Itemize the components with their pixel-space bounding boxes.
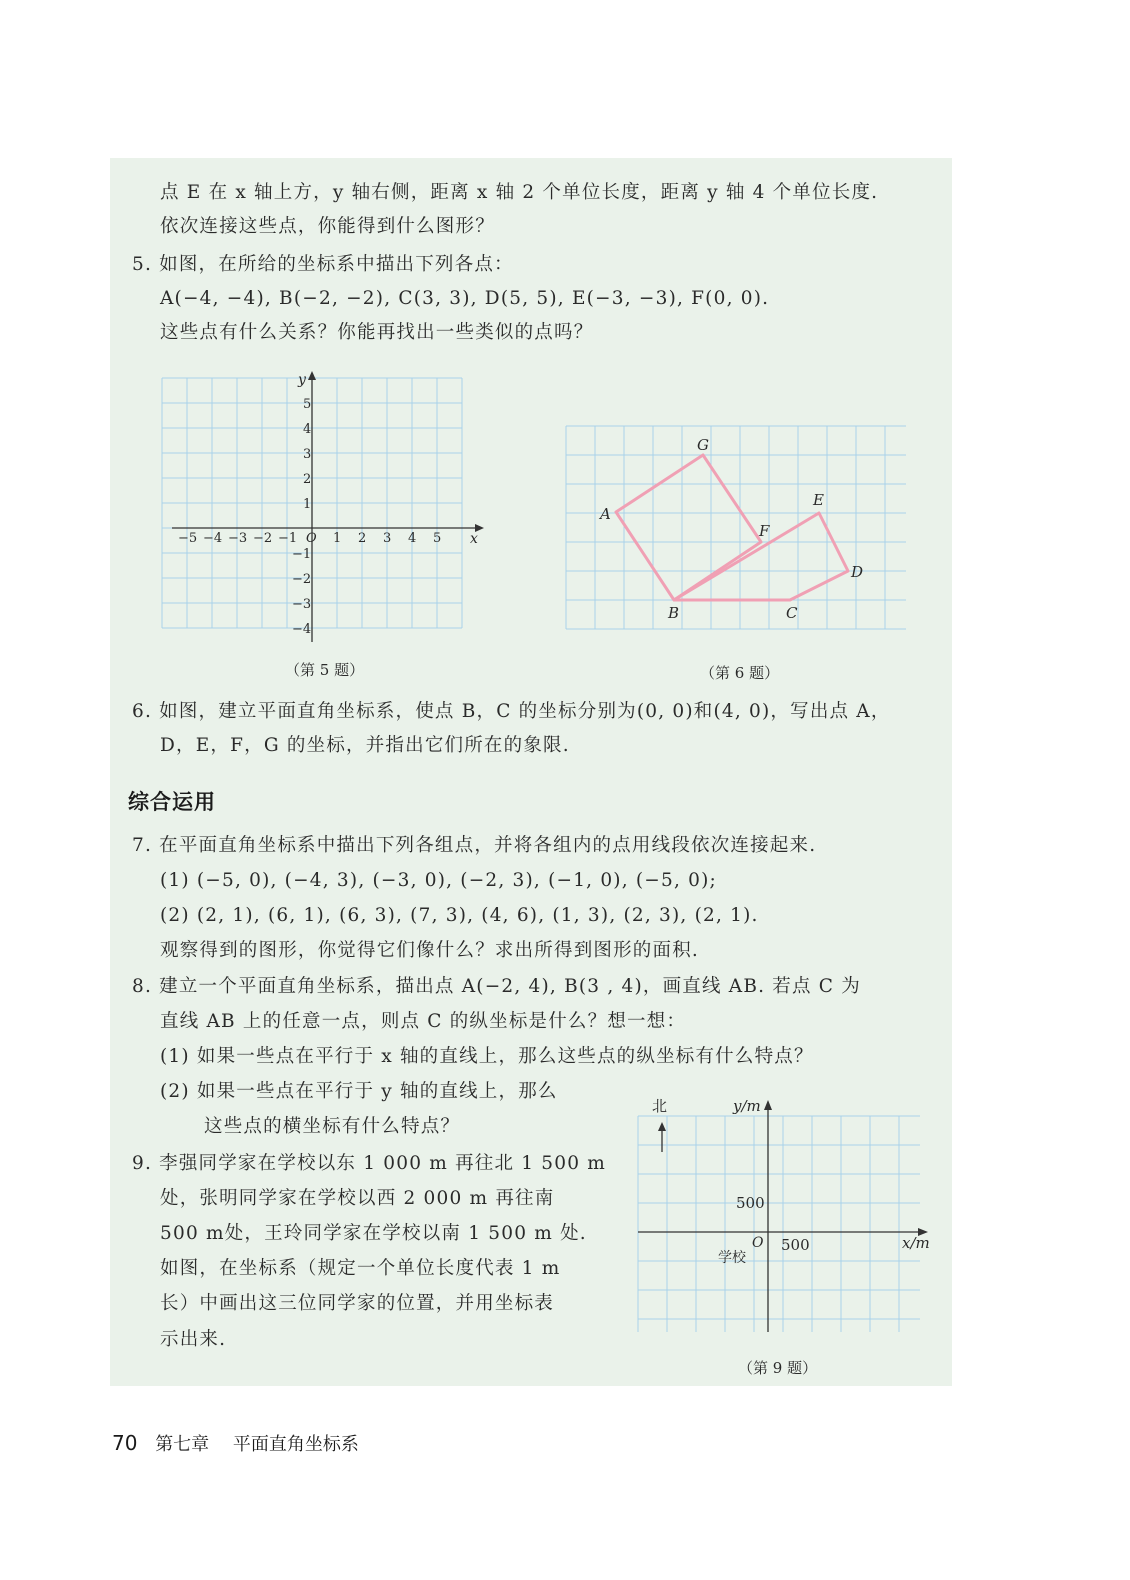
figure-5-y-tick-label: −2 bbox=[292, 572, 312, 587]
problem-7-group-2: (2) (2, 1), (6, 1), (6, 3), (7, 3), (4, 6), (1, 3), (2, 3), (2, 1). bbox=[160, 905, 759, 926]
figure-5-y-arrow-icon bbox=[308, 371, 316, 380]
figure-5-x-tick-label: 2 bbox=[358, 531, 367, 546]
problem-8-text: 8. 建立一个平面直角坐标系，描出点 A(−2, 4), B(3 , 4)，画直线 AB. 若点 C 为 bbox=[132, 976, 861, 997]
figure-5-y-tick-label: 4 bbox=[303, 422, 312, 437]
figure-5-x-tick-label: 1 bbox=[333, 531, 342, 546]
problem-8-sub-1: (1) 如果一些点在平行于 x 轴的直线上，那么这些点的纵坐标有什么特点？ bbox=[160, 1046, 814, 1067]
problem-5-points: A(−4, −4), B(−2, −2), C(3, 3), D(5, 5), E(−3, −3), F(0, 0). bbox=[160, 288, 770, 309]
figure-5-x-tick-label: −1 bbox=[278, 531, 298, 546]
figure-5-caption: （第 5 题） bbox=[285, 661, 365, 679]
figure-5-y-tick-label: 5 bbox=[303, 397, 312, 412]
figure-5-x-tick-label: −2 bbox=[253, 531, 273, 546]
figure-5-x-label: x bbox=[470, 531, 478, 547]
figure-9-north-label: 北 bbox=[652, 1097, 668, 1115]
figure-6-label-F: F bbox=[759, 522, 770, 540]
figure-6-label-E: E bbox=[813, 491, 824, 509]
figure-5-x-tick-label: 3 bbox=[383, 531, 392, 546]
figure-5-y-tick-label: −1 bbox=[292, 547, 312, 562]
problem-4-question: 依次连接这些点，你能得到什么图形？ bbox=[160, 216, 495, 237]
chapter-number: 第七章 bbox=[155, 1434, 210, 1455]
problem-8-sub-2-cont: 这些点的横坐标有什么特点？ bbox=[204, 1116, 461, 1137]
section-title: 综合运用 bbox=[128, 790, 216, 814]
figure-5-y-tick-label: 2 bbox=[303, 472, 312, 487]
figure-5-origin-label: O bbox=[306, 531, 317, 546]
figure-9-x-tick: 500 bbox=[781, 1236, 810, 1254]
figure-5-y-label: y bbox=[298, 372, 306, 388]
problem-5-question: 这些点有什么关系？你能再找出一些类似的点吗？ bbox=[160, 322, 594, 343]
problem-5-title: 5. 如图，在所给的坐标系中描出下列各点： bbox=[132, 254, 514, 275]
figure-5-x-tick-label: 5 bbox=[433, 531, 442, 546]
figure-5-y-tick-label: 3 bbox=[303, 447, 312, 462]
figure-5-y-tick-labels bbox=[292, 397, 311, 637]
problem-9-text: 9. 李强同学家在学校以东 1 000 m 再往北 1 500 m bbox=[132, 1153, 607, 1174]
problem-9-text-2: 处，张明同学家在学校以西 2 000 m 再往南 bbox=[160, 1188, 555, 1209]
figure-9-origin-label: O bbox=[752, 1235, 764, 1251]
figure-6-caption: （第 6 题） bbox=[700, 664, 780, 682]
figure-5-x-tick-label: 4 bbox=[408, 531, 417, 546]
problem-8-sub-2: (2) 如果一些点在平行于 y 轴的直线上，那么 bbox=[160, 1081, 558, 1102]
problem-9-text-6: 示出来. bbox=[160, 1329, 227, 1350]
figure-6-label-B: B bbox=[668, 604, 680, 622]
figure-6-rectangle-ABFG bbox=[616, 455, 761, 600]
figure-9-y-arrow-icon bbox=[764, 1100, 772, 1110]
figure-9-north-arrow-icon bbox=[658, 1122, 666, 1131]
page-footer bbox=[112, 1430, 359, 1456]
figure-5-y-tick-label: −4 bbox=[292, 622, 312, 637]
problem-6-text-cont: D，E，F，G 的坐标，并指出它们所在的象限. bbox=[160, 735, 570, 756]
problem-9-text-3: 500 m处，王玲同学家在学校以南 1 500 m 处. bbox=[160, 1223, 587, 1244]
figure-9-gridlines bbox=[638, 1116, 920, 1332]
figure-9-y-label: y/m bbox=[733, 1097, 761, 1115]
problem-8-text-cont: 直线 AB 上的任意一点，则点 C 的纵坐标是什么？想一想： bbox=[160, 1011, 687, 1032]
figure-6-label-D: D bbox=[851, 563, 864, 581]
problem-7-group-1: (1) (−5, 0), (−4, 3), (−3, 0), (−2, 3), (−1, 0), (−5, 0); bbox=[160, 870, 717, 891]
figure-5-coordinate-grid bbox=[150, 360, 510, 650]
figure-9-caption: （第 9 题） bbox=[738, 1359, 818, 1377]
problem-9-text-4: 如图，在坐标系（规定一个单位长度代表 1 m bbox=[160, 1258, 561, 1279]
problem-9-text-5: 长）中画出这三位同学家的位置，并用坐标表 bbox=[160, 1293, 555, 1314]
figure-6-shapes bbox=[616, 455, 848, 600]
figure-5-y-tick-label: 1 bbox=[303, 497, 312, 512]
chapter-title: 平面直角坐标系 bbox=[232, 1434, 359, 1455]
problem-6-text: 6. 如图，建立平面直角坐标系，使点 B，C 的坐标分别为(0, 0)和(4, 0)，写出点 A， bbox=[132, 701, 891, 722]
figure-6-grid-diagram bbox=[560, 420, 920, 640]
figure-5-x-tick-label: −4 bbox=[203, 531, 223, 546]
problem-7-question: 观察得到的图形，你觉得它们像什么？求出所得到图形的面积. bbox=[160, 940, 699, 961]
figure-5-x-tick-label: −3 bbox=[228, 531, 248, 546]
figure-6-label-A: A bbox=[600, 505, 611, 523]
figure-9-map-grid bbox=[630, 1090, 935, 1340]
figure-5-y-tick-label: −3 bbox=[292, 597, 312, 612]
page-number: 70 bbox=[112, 1431, 138, 1455]
figure-9-x-label: x/m bbox=[902, 1234, 930, 1252]
figure-9-y-tick: 500 bbox=[736, 1194, 765, 1212]
figure-6-label-C: C bbox=[786, 604, 798, 622]
problem-7-text: 7. 在平面直角坐标系中描出下列各组点，并将各组内的点用线段依次连接起来. bbox=[132, 835, 817, 856]
problem-4-continuation: 点 E 在 x 轴上方，y 轴右侧，距离 x 轴 2 个单位长度，距离 y 轴 4 个单位长度. bbox=[160, 182, 879, 203]
figure-9-school-label: 学校 bbox=[718, 1250, 746, 1266]
figure-6-label-G: G bbox=[697, 436, 709, 454]
figure-5-x-tick-label: −5 bbox=[178, 531, 198, 546]
